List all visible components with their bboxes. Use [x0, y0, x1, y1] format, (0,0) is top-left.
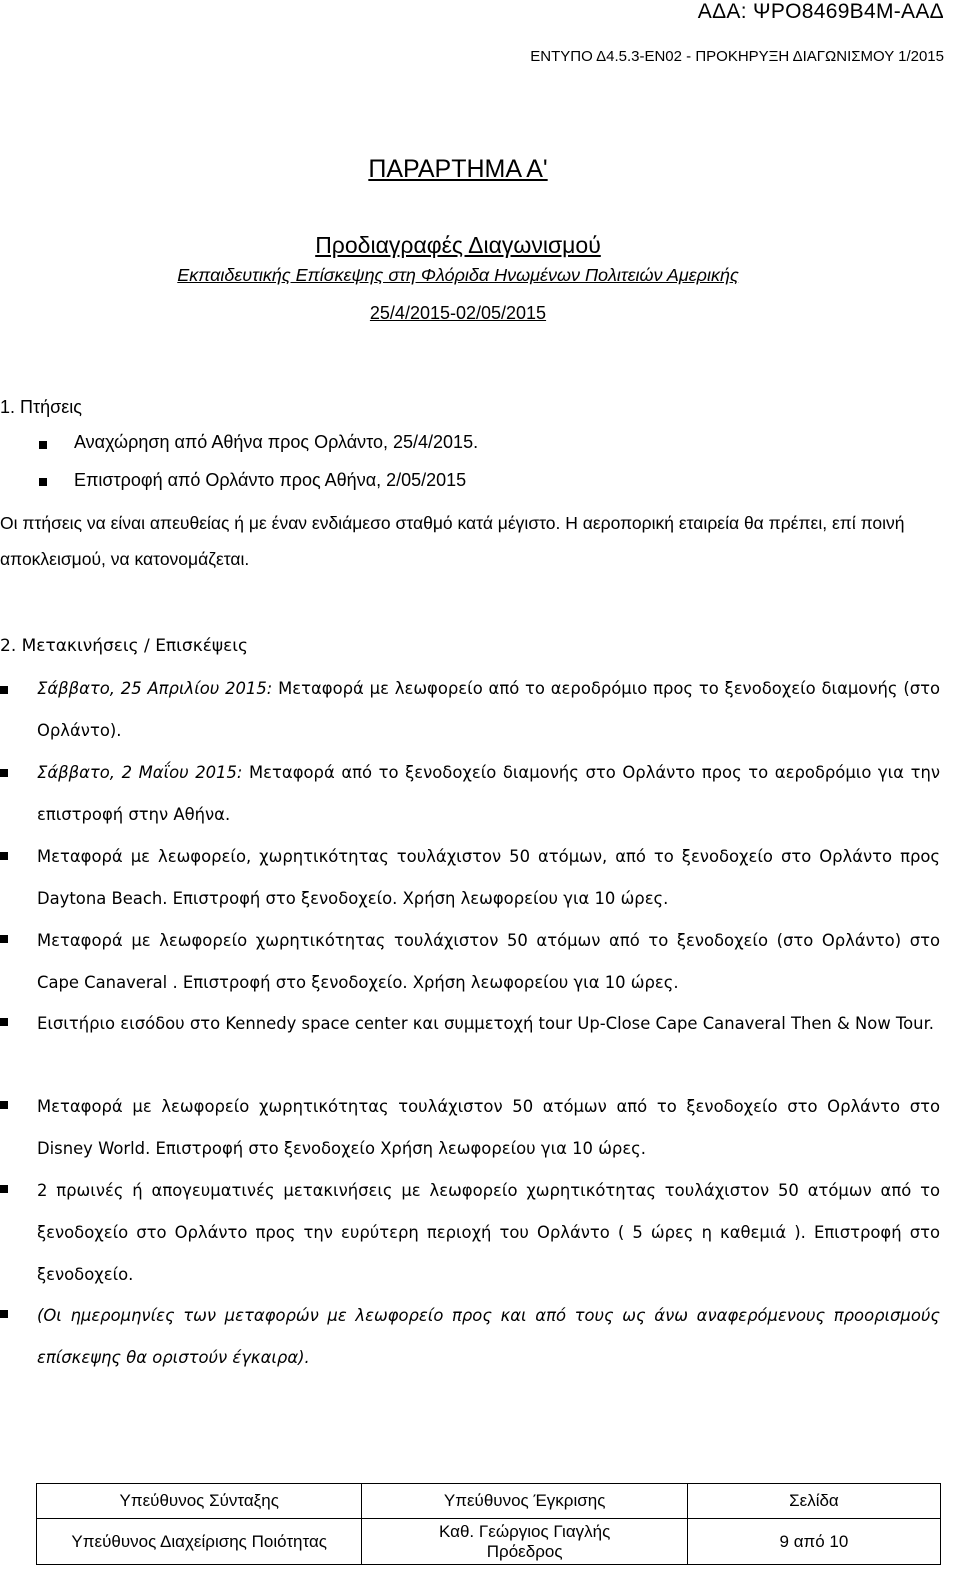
bullet-square-icon	[0, 852, 8, 860]
section1-heading: 1. Πτήσεις	[0, 397, 82, 417]
approver-title: Πρόεδρος	[486, 1541, 563, 1561]
flight-bullet-2: Επιστροφή από Ορλάντο προς Αθήνα, 2/05/2015	[74, 470, 467, 490]
approver-name: Καθ. Γεώργιος Γιαγλής Πρόεδρος	[362, 1519, 687, 1565]
spec-subtitle: Εκπαιδευτικής Επίσκεψης στη Φλόριδα Ηνωμένων Πολιτειών Αμερικής	[177, 265, 739, 285]
quality-manager: Υπεύθυνος Διαχείρισης Ποιότητας	[37, 1519, 362, 1565]
section2-heading: 2. Μετακινήσεις / Επισκέψεις	[0, 636, 249, 656]
bullet-square-icon	[0, 1101, 8, 1109]
transfer-item-3: Μεταφορά με λεωφορείο, χωρητικότητας τουλάχιστον 50 ατόμων, από το ξενοδοχείο στο Ορλάντο προς Daytona Beach. Επιστροφή στο ξενοδοχείο. Χρήση λεωφορείου για 10 ώρες.	[37, 847, 940, 908]
item-date: Σάββατο, 2 Μαΐου 2015:	[37, 763, 243, 782]
transfer-item-1: Σάββατο, 25 Απριλίου 2015: Μεταφορά με λεωφορείο από το αεροδρόμιο προς το ξενοδοχείο διαμονής (στο Ορλάντο).	[37, 679, 940, 740]
bullet-square-icon	[0, 1310, 8, 1318]
bullet-square-icon	[0, 1018, 8, 1026]
spec-title: Προδιαγραφές Διαγωνισμού	[315, 232, 601, 258]
ada-code: ΑΔΑ: ΨΡΟ8469Β4Μ-ΑΑΔ	[697, 0, 944, 23]
transfer-item-7: 2 πρωινές ή απογευματινές μετακινήσεις με λεωφορείο χωρητικότητας τουλάχιστον 50 ατόμων από το ξενοδοχείο στο Ορλάντο προς την ευρύτερη περιοχή του Ορλάντο ( 5 ώρες η καθεμιά ). Επιστροφή στο ξενοδοχείο.	[37, 1181, 940, 1284]
page-label: Σελίδα	[687, 1484, 940, 1519]
page-number: 9 από 10	[687, 1519, 940, 1565]
author-label: Υπεύθυνος Σύνταξης	[37, 1484, 362, 1519]
spec-dates: 25/4/2015-02/05/2015	[369, 303, 547, 323]
signature-table	[36, 1483, 941, 1565]
transfer-item-5: Εισιτήριο εισόδου στο Kennedy space center και συμμετοχή tour Up-Close Cape Canaveral Then & Now Tour.	[37, 1014, 935, 1033]
flights-paragraph: Οι πτήσεις να είναι απευθείας ή με έναν ενδιάμεσο σταθμό κατά μέγιστο. Η αεροπορική εταιρεία θα πρέπει, επί ποινή αποκλεισμού, να κατονομάζεται.	[0, 513, 905, 569]
bullet-square-icon	[39, 441, 47, 449]
transfer-item-2: Σάββατο, 2 Μαΐου 2015: Μεταφορά από το ξενοδοχείο διαμονής στο Ορλάντο προς το αεροδρόμιο για την επιστροφή στην Αθήνα.	[37, 763, 940, 824]
form-code: ΕΝΤΥΠΟ Δ4.5.3-ΕΝ02 - ΠΡΟΚΗΡΥΞΗ ΔΙΑΓΩΝΙΣΜΟΥ 1/2015	[530, 48, 944, 65]
approver-label: Υπεύθυνος Έγκρισης	[362, 1484, 687, 1519]
bullet-square-icon	[0, 935, 8, 943]
transfer-note: (Οι ημερομηνίες των μεταφορών με λεωφορείο προς και από τους ως άνω αναφερόμενους προορισμούς επίσκεψης θα οριστούν έγκαιρα).	[37, 1306, 940, 1367]
annex-title: ΠΑΡΑΡΤΗΜΑ Α'	[368, 155, 548, 183]
transfer-item-6: Μεταφορά με λεωφορείο χωρητικότητας τουλάχιστον 50 ατόμων από το ξενοδοχείο στο Ορλάντο στο Disney World. Επιστροφή στο ξενοδοχείο Χρήση λεωφορείου για 10 ώρες.	[37, 1097, 940, 1158]
item-date: Σάββατο, 25 Απριλίου 2015:	[37, 679, 273, 698]
bullet-square-icon	[39, 478, 47, 486]
flight-bullet-1: Αναχώρηση από Αθήνα προς Ορλάντο, 25/4/2015.	[74, 432, 479, 452]
bullet-square-icon	[0, 769, 8, 777]
bullet-square-icon	[0, 686, 8, 694]
bullet-square-icon	[0, 1185, 8, 1193]
transfer-item-4: Μεταφορά με λεωφορείο χωρητικότητας τουλάχιστον 50 ατόμων από το ξενοδοχείο (στο Ορλάντο) στο Cape Canaveral . Επιστροφή στο ξενοδοχείο. Χρήση λεωφορείου για 10 ώρες.	[37, 931, 940, 992]
